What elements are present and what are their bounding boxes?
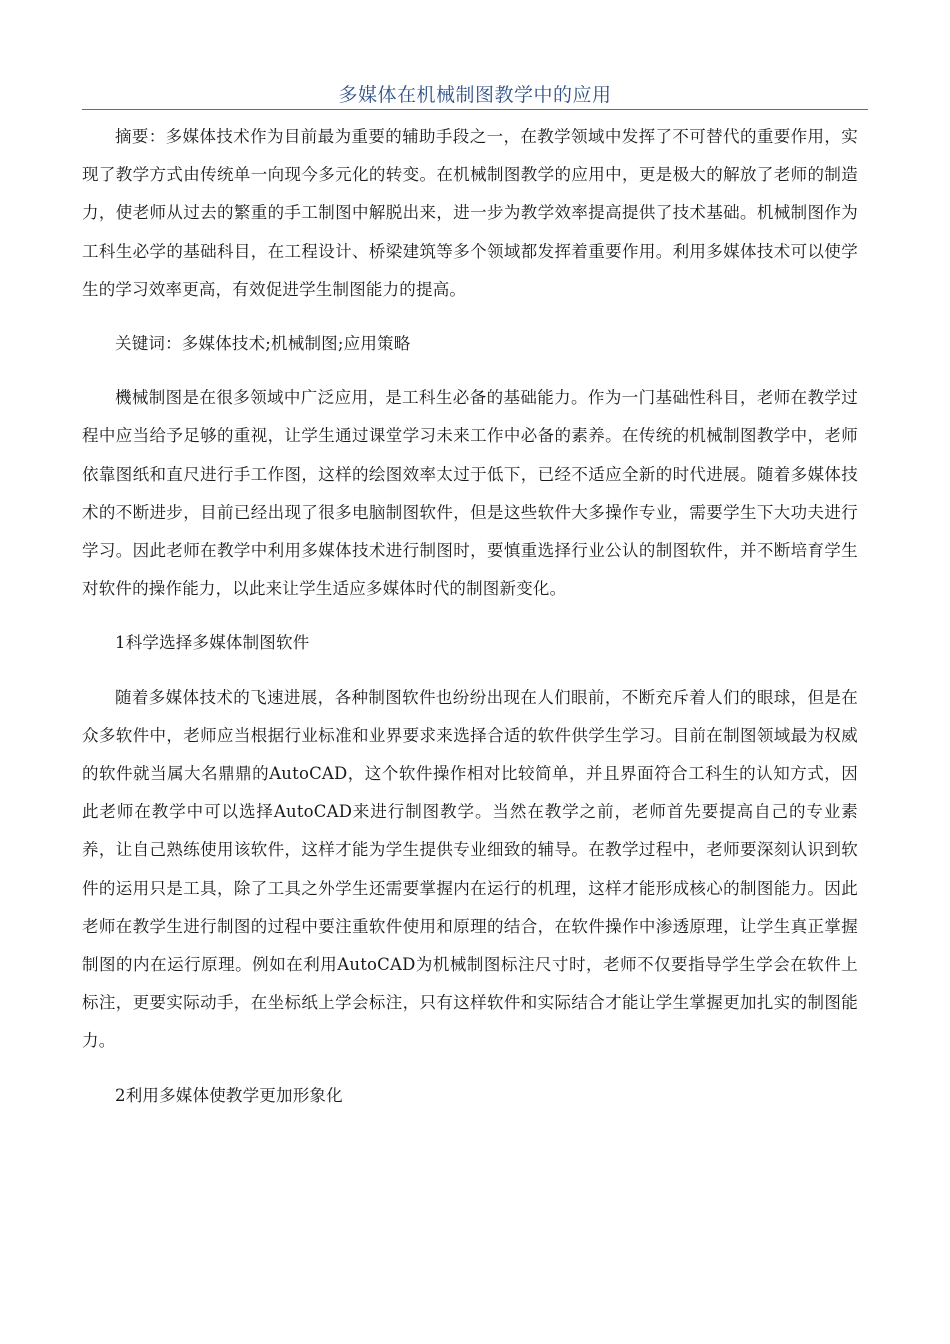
document-body	[82, 118, 858, 1131]
section-heading-1: 1科学选择多媒体制图软件	[115, 633, 310, 653]
section-heading-2: 2利用多媒体使教学更加形象化	[115, 1085, 343, 1105]
intro-paragraph: 機械制图是在很多领域中广泛应用，是工科生必备的基础能力。作为一门基础性科目，老师在教学过程中应当给予足够的重视，让学生通过课堂学习未来工作中必备的素养。在传统的机械制图教学中，老师依靠图纸和直尺进行手工作图，这样的绘图效率太过于低下，已经不适应全新的时代进展。随着多媒体技术的不断进步，目前已经出现了很多电脑制图软件，但是这些软件大多操作专业，需要学生下大功夫进行学习。因此老师在教学中利用多媒体技术进行制图时，要慎重选择行业公认的制图软件，并不断培育学生对软件的操作能力，以此来让学生适应多媒体时代的制图新变化。	[82, 388, 858, 599]
header-divider	[82, 109, 868, 110]
section-1-paragraph: 随着多媒体技术的飞速进展，各种制图软件也纷纷出现在人们眼前，不断充斥着人们的眼球，但是在众多软件中，老师应当根据行业标准和业界要求来选择合适的软件供学生学习。目前在制图领域最为权威的软件就当属大名鼎鼎的AutoCAD，这个软件操作相对比较简单，并且界面符合工科生的认知方式，因此老师在教学中可以选择AutoCAD来进行制图教学。当然在教学之前，老师首先要提高自己的专业素养，让自己熟练使用该软件，这样才能为学生提供专业细致的辅导。在教学过程中，老师要深刻认识到软件的运用只是工具，除了工具之外学生还需要掌握内在运行的机理，这样才能形成核心的制图能力。因此老师在教学生进行制图的过程中要注重软件使用和原理的结合，在软件操作中渗透原理，让学生真正掌握制图的内在运行原理。例如在利用AutoCAD为机械制图标注尺寸时，老师不仅要指导学生学会在软件上标注，更要实际动手，在坐标纸上学会标注，只有这样软件和实际结合才能让学生掌握更加扎实的制图能力。	[82, 687, 858, 1051]
running-header-title: 多媒体在机械制图教学中的应用	[338, 84, 612, 106]
abstract-paragraph: 摘要：多媒体技术作为目前最为重要的辅助手段之一，在教学领域中发挥了不可替代的重要作用，实现了教学方式由传统单一向现今多元化的转变。在机械制图教学的应用中，更是极大的解放了老师的制造力，使老师从过去的繁重的手工制图中解脱出来，进一步为教学效率提高提供了技术基础。机械制图作为工科生必学的基础科目，在工程设计、桥梁建筑等多个领域都发挥着重要作用。利用多媒体技术可以使学生的学习效率更高，有效促进学生制图能力的提高。	[82, 127, 858, 299]
keywords-line: 关键词：多媒体技术;机械制图;应用策略	[115, 334, 411, 354]
